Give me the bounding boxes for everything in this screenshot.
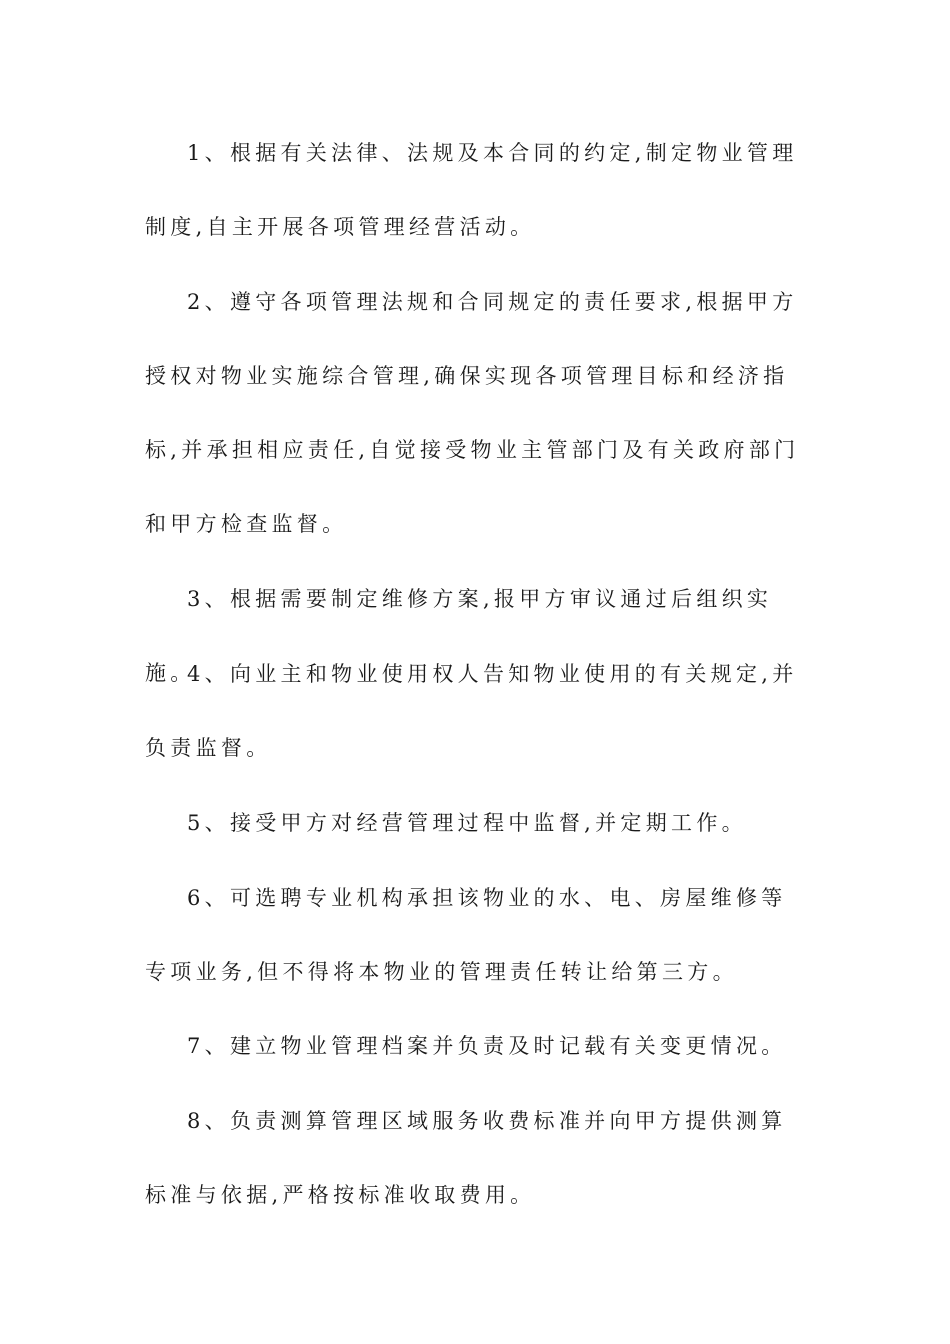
clause-paragraph-3: 3、根据需要制定维修方案,报甲方审议通过后组织实施。	[145, 587, 773, 685]
clause-paragraph-2: 2、遵守各项管理法规和合同规定的责任要求,根据甲方授权对物业实施综合管理,确保实现各项管理目标和经济指标,并承担相应责任,自觉接受物业主管部门及有关政府部门和甲方检查监督。	[145, 290, 800, 536]
clause-paragraph-5: 5、接受甲方对经营管理过程中监督,并定期工作。	[187, 811, 747, 835]
clause-paragraph-6: 6、可选聘专业机构承担该物业的水、电、房屋维修等专项业务,但不得将本物业的管理责任转让给第三方。	[145, 886, 787, 984]
clause-paragraph-4: 4、向业主和物业使用权人告知物业使用的有关规定,并负责监督。	[145, 662, 798, 760]
clause-paragraph-7: 7、建立物业管理档案并负责及时记载有关变更情况。	[187, 1034, 787, 1058]
clause-paragraph-8: 8、负责测算管理区域服务收费标准并向甲方提供测算标准与依据,严格按标准收取费用。	[145, 1109, 787, 1207]
clause-paragraph-1: 1、根据有关法律、法规及本合同的约定,制定物业管理制度,自主开展各项管理经营活动。	[145, 141, 798, 239]
